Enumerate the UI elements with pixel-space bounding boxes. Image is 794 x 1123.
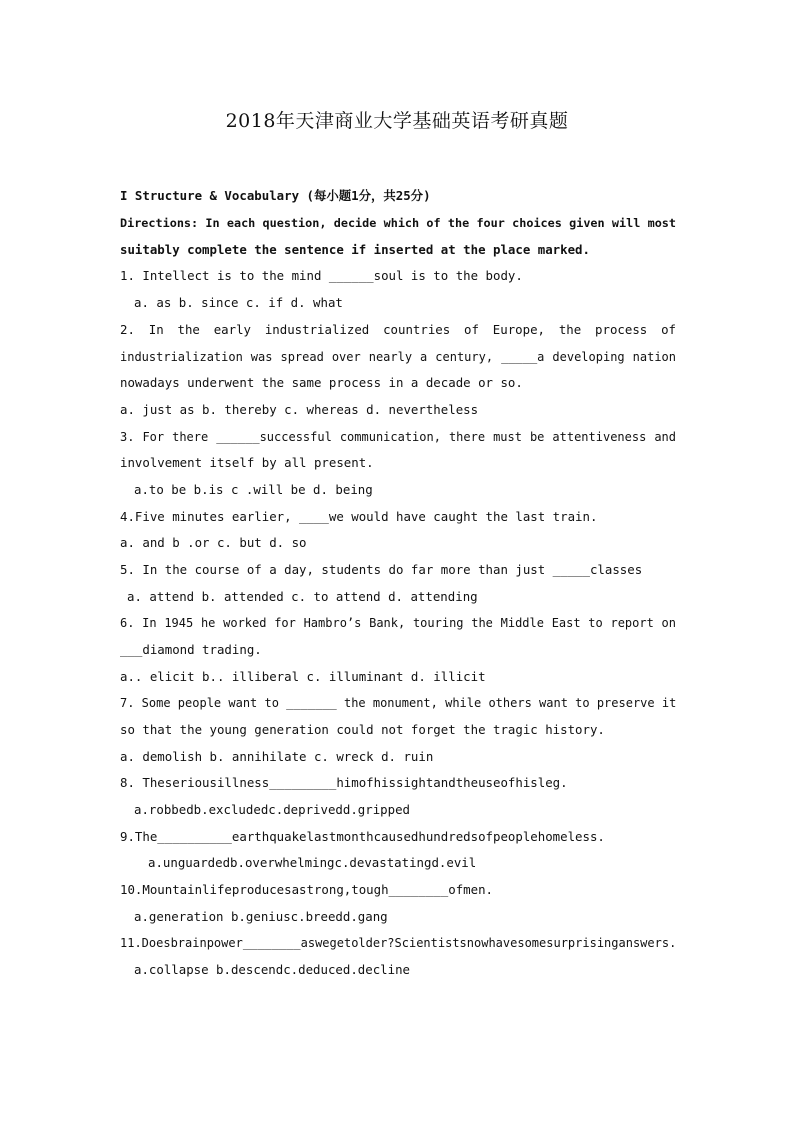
question-2-line-1: 2. In the early industrialized countries of Europe, the process of — [120, 322, 676, 337]
options-6: a.. elicit b.. illiberal c. illuminant d. illicit — [120, 669, 486, 684]
options-8: a.robbedb.excludedc.deprivedd.gripped — [134, 802, 411, 817]
options-5: a. attend b. attended c. to attend d. attending — [127, 589, 478, 604]
options-4: a. and b .or c. but d. so — [120, 535, 307, 550]
options-2: a. just as b. thereby c. whereas d. nevertheless — [120, 402, 479, 417]
question-5: 5. In the course of a day, students do far more than just _____classes — [120, 562, 643, 577]
question-3-line-2: involvement itself by all present. — [120, 455, 374, 470]
question-4: 4.Five minutes earlier, ____we would have caught the last train. — [120, 509, 598, 524]
directions-line-2: suitably complete the sentence if inserted at the place marked. — [120, 242, 590, 257]
options-10: a.generation b.geniusc.breedd.gang — [134, 909, 388, 924]
page-title: 2018年天津商业大学基础英语考研真题 — [225, 110, 569, 132]
question-6-line-2: ___diamond trading. — [120, 642, 262, 657]
question-10: 10.Mountainlifeproducesastrong,tough________ofmen. — [120, 882, 493, 897]
section-heading: I Structure & Vocabulary (每小题1分，共25分) — [120, 188, 431, 203]
question-1: 1. Intellect is to the mind ______soul is to the body. — [120, 268, 523, 283]
question-3-line-1: 3. For there ______successful communication, there must be attentiveness and — [120, 430, 676, 444]
options-9: a.unguardedb.overwhelmingc.devastatingd.evil — [148, 855, 477, 870]
question-7-line-2: so that the young generation could not forget the tragic history. — [120, 722, 605, 737]
question-2-line-3: nowadays underwent the same process in a decade or so. — [120, 375, 523, 390]
options-7: a. demolish b. annihilate c. wreck d. ruin — [120, 749, 434, 764]
question-8: 8. Theseriousillness_________himofhissightandtheuseofhisleg. — [120, 775, 568, 790]
options-3: a.to be b.is c .will be d. being — [134, 482, 373, 497]
question-6-line-1: 6. In 1945 he worked for Hambro’s Bank, touring the Middle East to report on — [120, 616, 676, 630]
options-1: a. as b. since c. if d. what — [134, 295, 343, 310]
options-11: a.collapse b.descendc.deduced.decline — [134, 962, 411, 977]
question-11: 11.Doesbrainpower________aswegetolder?Scientistsnowhavesomesurprisinganswers. — [120, 936, 677, 950]
question-2-line-2: industrialization was spread over nearly a century, _____a developing nation — [120, 350, 676, 364]
question-9: 9.The__________earthquakelastmonthcausedhundredsofpeoplehomeless. — [120, 829, 605, 844]
directions-line-1: Directions: In each question, decide which of the four choices given will most — [120, 216, 676, 230]
question-7-line-1: 7. Some people want to _______ the monument, while others want to preserve it — [120, 696, 677, 710]
